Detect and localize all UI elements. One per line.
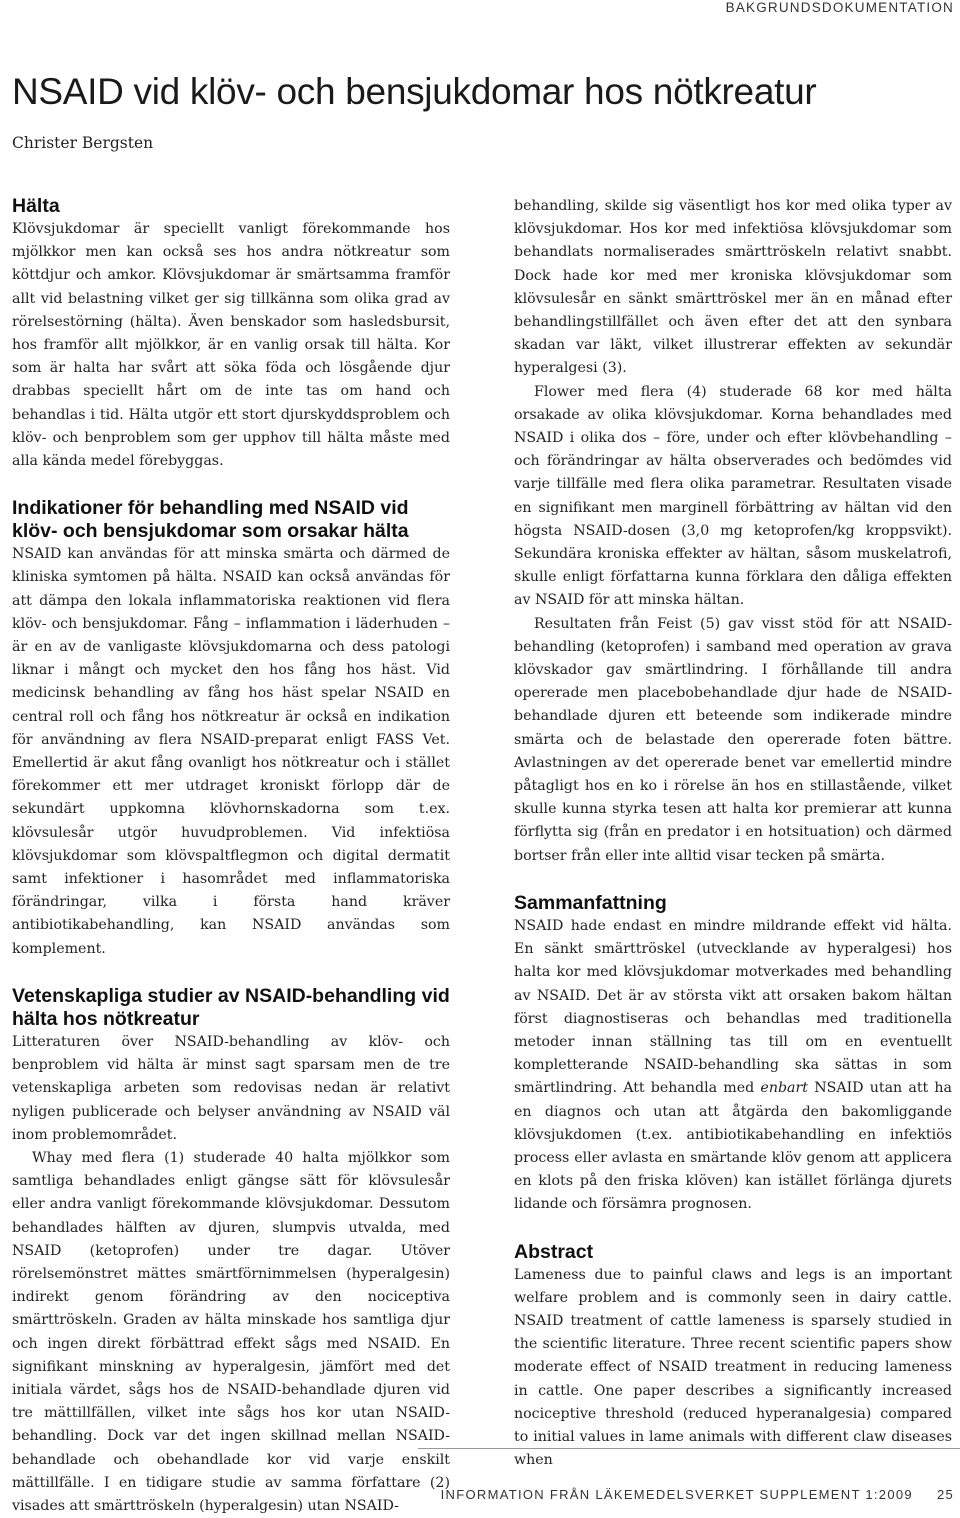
heading-sammanfattning: Sammanfattning — [514, 891, 667, 914]
heading-vetenskapliga-studier: Vetenskapliga studier av NSAID-behandling vid hälta hos nötkreatur — [12, 984, 450, 1030]
author: Christer Bergsten — [12, 134, 154, 152]
paragraph-sammanfattning — [514, 915, 952, 1217]
heading-abstract: Abstract — [514, 1240, 594, 1263]
left-column — [12, 195, 450, 1518]
sammanfattning-text-a: NSAID hade endast en mindre mildrande effekt vid hälta. En sänkt smärttröskel (utvecklande av hyperalgesi) hos halta kor med klövsjukdomar motverkades med behandling av NSAID. Det är av största vikt att orsaken bakom hältan först diagnostiseras och behandlas med traditionella metoder innan ställning tas till om en eventuellt kompletterande NSAID-behandling ska sättas in som smärtlindring. Att behandla med — [514, 917, 952, 1097]
paragraph-whay: Whay med flera (1) studerade 40 halta mjölkkor som samtliga behandlades enligt gängse sätt för klövsulesår eller andra vanligt förekommande klövsjukdomar. Dessutom behandlades hälften av djuren, slumpvis utvalda, med NSAID (ketoprofen) under tre dagar. Utöver rörelsemönstret mättes smärtförnimmelsen (hyperalgesin) indirekt genom förändring av den nociceptiva smärttröskeln. Graden av hälta minskade hos samtliga djur och ingen direkt förbättrad effekt sågs med NSAID. En signifikant minskning av hyperalgesin, jämfört med det initiala värdet, sågs hos de NSAID-behandlade djuren vid tre mättillfällen, vilket inte sågs hos kor utan NSAID-behandling. Dock var det ingen skillnad mellan NSAID-behandlade och obehandlade kor vid varje enskilt mättillfälle. I en tidigare studie av samma författare (2) visades att smärttröskeln (hyperalgesin) utan NSAID- — [12, 1149, 450, 1514]
paragraph-abstract: Lameness due to painful claws and legs is an important welfare problem and is commonly seen in dairy cattle. NSAID treatment of cattle lameness is sparsely studied in the scientific literature. Three recent scientific papers show moderate effect of NSAID treatment in reducing lameness in cattle. One paper describes a significantly increased nociceptive threshold (reduced hyperanalgesia) compared to initial values in lame animals with different claw diseases when — [514, 1266, 952, 1469]
right-column — [514, 195, 952, 1472]
paragraph-behandling-continued: behandling, skilde sig väsentligt hos kor med olika typer av klövsjukdomar. Hos kor med infektiösa klövsjukdomar som behandlats normaliserades smärttröskeln relativt snabbt. Dock hade kor med mer kroniska klövsjukdomar som klövsulesår en sänkt smärttröskel mer än en månad efter behandlingstillfället och även efter det att den synbara skadan var läkt, vilket illustrerar effekten av sekundär hyperalgesi (3). — [514, 198, 952, 377]
footer — [441, 1487, 954, 1502]
paragraph-flower: Flower med flera (4) studerade 68 kor med hälta orsakade av olika klövsjukdomar. Korna behandlades med NSAID i olika dos – före, under och efter klövbehandling – och förändringar av hälta observerades och bedömdes vid varje tillfälle med flera olika parametrar. Resultaten visade en signifikant men marginell förbättring av hältan vid den högsta NSAID-dosen (3,0 mg ketoprofen/kg kroppsvikt). Sekundära kroniska effekter av hältan, såsom muskelatrofi, skulle enligt författarna kunna förklara den dåliga effekten av NSAID för att minska hältan. — [514, 383, 952, 609]
section-label: BAKGRUNDSDOKUMENTATION — [725, 0, 954, 15]
sammanfattning-text-b: NSAID utan att ha en diagnos och utan att åtgärda den bakomliggande klövsjukdomen (t.ex. antibiotikabehandling en infektiös process eller avlasta en smärtande klöv genom att applicera en klots på den friska klöven) kan istället förlänga djurets lidande och försämra prognosen. — [514, 1080, 953, 1213]
page-title: NSAID vid klöv- och bensjukdomar hos nötkreatur — [12, 71, 817, 112]
footer-divider — [418, 1448, 960, 1449]
page-number: 25 — [936, 1487, 954, 1502]
paragraph-litteraturen: Litteraturen över NSAID-behandling av klöv- och benproblem vid hälta är minst sagt sparsam men de tre vetenskapliga arbeten som redovisas nedan är relativt nyligen publicerade och belyser användning av NSAID väl inom problemområdet. — [12, 1033, 450, 1143]
heading-indikationer: Indikationer för behandling med NSAID vid klöv- och bensjukdomar som orsakar hälta — [12, 497, 409, 543]
paragraph-feist: Resultaten från Feist (5) gav visst stöd för att NSAID-behandling (ketoprofen) i samband med operation av grava klövskador gav smärtlindring. I förhållande till andra opererade men placebobehandlade djur hade de NSAID-behandlade djuren ett beteende som indikerade mindre smärta och de belastade den opererade foten bättre. Avlastningen av det opererade benet var emellertid mindre påtagligt hos en ko i rörelse än hos en stillastående, vilket skulle kunna styrka tesen att halta kor premierar att kunna förflytta sig (från en predator i en hotsituation) och därmed bortser från eller inte alltid visar tecken på smärta. — [514, 615, 952, 864]
sammanfattning-emphasis: enbart — [760, 1080, 808, 1097]
footer-publication: INFORMATION FRÅN LÄKEMEDELSVERKET SUPPLEMENT 1:2009 — [440, 1487, 913, 1502]
heading-halta: Hälta — [12, 195, 60, 217]
paragraph-indikationer: NSAID kan användas för att minska smärta och därmed de kliniska symtomen på hälta. NSAID kan också användas för att dämpa den lokala inflammatoriska reaktionen vid flera klöv- och bensjukdomar. Fång – inflammation i läderhuden – är en av de vanligaste klövsjukdomarna och dess patologi liknar i mångt och mycket den hos fång hos häst. Vid medicinsk behandling av fång hos häst spelar NSAID en central roll och fång hos nötkreatur är också en indikation för användning av flera NSAID-preparat enligt FASS Vet. Emellertid är akut fång ovanligt hos nötkreatur och i stället förekommer ett mer utdraget kroniskt förlopp där de sekundärt uppkomna klövhornskadorna som t.ex. klövsulesår utgör huvudproblemen. Vid infektiösa klövsjukdomar som klövspaltflegmon och digital dermatit samt infektioner i hasområdet med inflammatoriska förändringar, vilka i första hand kräver antibiotikabehandling, kan NSAID användas som komplement. — [12, 546, 450, 957]
paragraph-halta: Klövsjukdomar är speciellt vanligt förekommande hos mjölkkor men kan också ses hos andra nötkreatur som köttdjur och amkor. Klövsjukdomar är smärtsamma framför allt vid belastning vilket ger sig tillkänna som olika grad av rörelsestörning (hälta). Även benskador som hasledsbursit, hos framför allt mjölkkor, är en vanlig orsak till hälta. Kor som är halta har svårt att söka föda och lösgående djur drabbas speciellt hårt om de inte tas om hand och behandlas i tid. Hälta utgör ett stort djurskyddsproblem och klöv- och benproblem som ger upphov till hälta måste med alla kända medel förebyggas. — [12, 221, 450, 470]
